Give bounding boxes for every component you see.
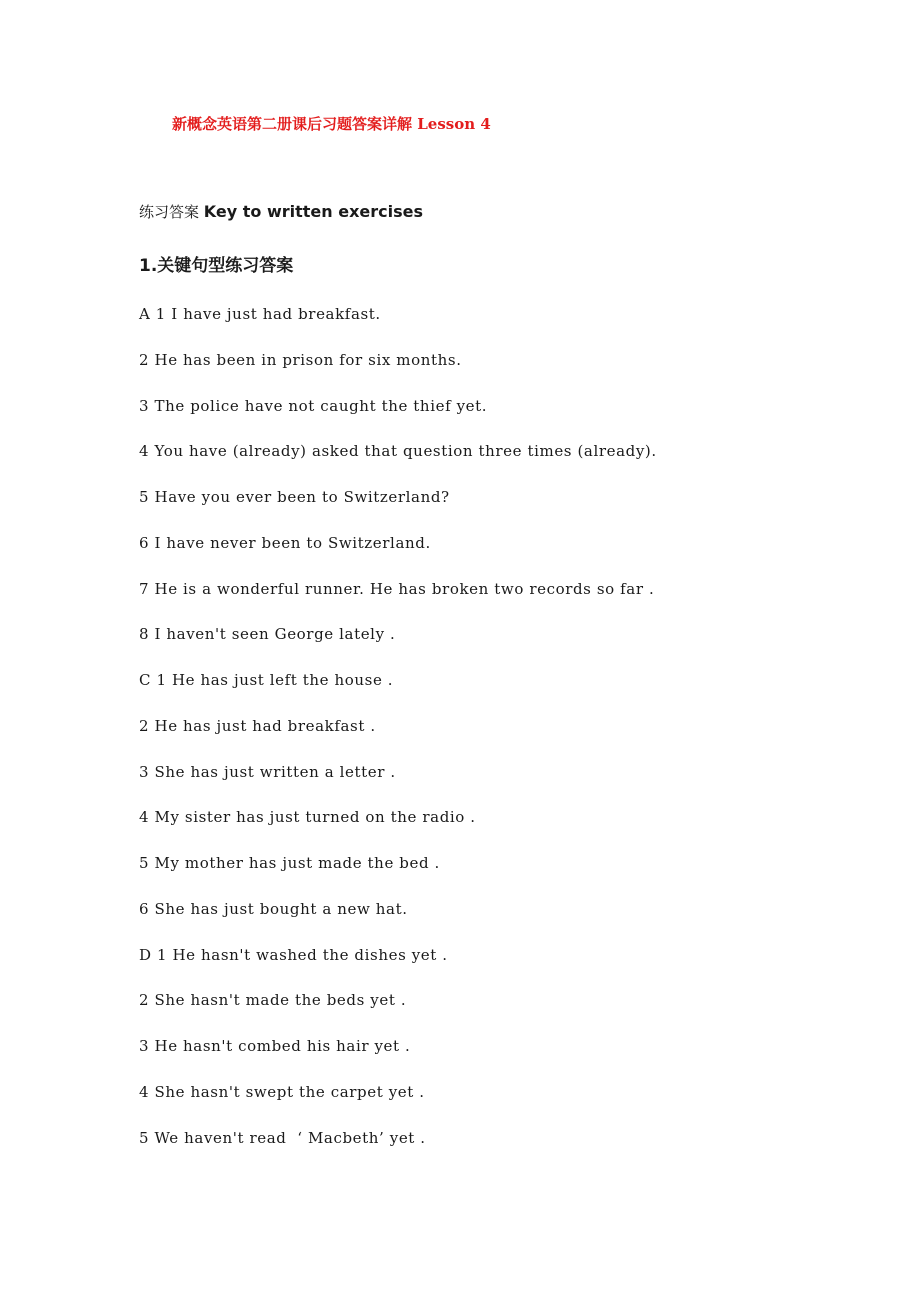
- subsection-heading: [139, 254, 293, 278]
- answer-line: 3 She has just written a letter .: [139, 762, 396, 781]
- answer-line: 2 He has just had breakfast .: [139, 716, 376, 735]
- answer-list: [139, 303, 657, 1172]
- answer-line: 4 She hasn't swept the carpet yet .: [139, 1082, 425, 1101]
- answer-line: 2 She hasn't made the beds yet .: [139, 991, 407, 1010]
- answer-line: 2 He has been in prison for six months.: [139, 350, 462, 369]
- answer-line: 7 He is a wonderful runner. He has broken two records so far .: [139, 579, 655, 598]
- answer-line: 5 Have you ever been to Switzerland?: [139, 488, 450, 506]
- answer-line: 8 I haven't seen George lately .: [139, 625, 396, 644]
- answer-line: 3 He hasn't combed his hair yet .: [139, 1037, 411, 1055]
- answer-line: 6 She has just bought a new hat.: [139, 899, 408, 918]
- answer-line: 4 You have (already) asked that question three times (already).: [139, 442, 657, 461]
- title-lesson: Lesson 4: [417, 115, 491, 133]
- answer-line: D 1 He hasn't washed the dishes yet .: [139, 945, 448, 964]
- answer-line: 5 My mother has just made the bed .: [139, 854, 440, 872]
- subsection-number: 1.: [139, 256, 158, 276]
- answer-line: 6 I have never been to Switzerland.: [139, 533, 431, 552]
- answer-line: C 1 He has just left the house .: [139, 671, 394, 689]
- answer-line: 4 My sister has just turned on the radio .: [139, 808, 476, 827]
- document-title: [172, 114, 491, 134]
- section-heading-english: Key to written exercises: [203, 202, 424, 221]
- section-heading-chinese: 练习答案: [139, 203, 200, 221]
- answer-line: 3 The police have not caught the thief yet.: [139, 396, 488, 415]
- answer-line: A 1 I have just had breakfast.: [139, 305, 381, 323]
- section-heading: [139, 201, 423, 223]
- subsection-label: 关键句型练习答案: [157, 256, 294, 276]
- title-chinese: 新概念英语第二册课后习题答案详解: [172, 115, 413, 133]
- answer-line: 5 We haven't read ‘ Macbeth’ yet .: [139, 1128, 426, 1147]
